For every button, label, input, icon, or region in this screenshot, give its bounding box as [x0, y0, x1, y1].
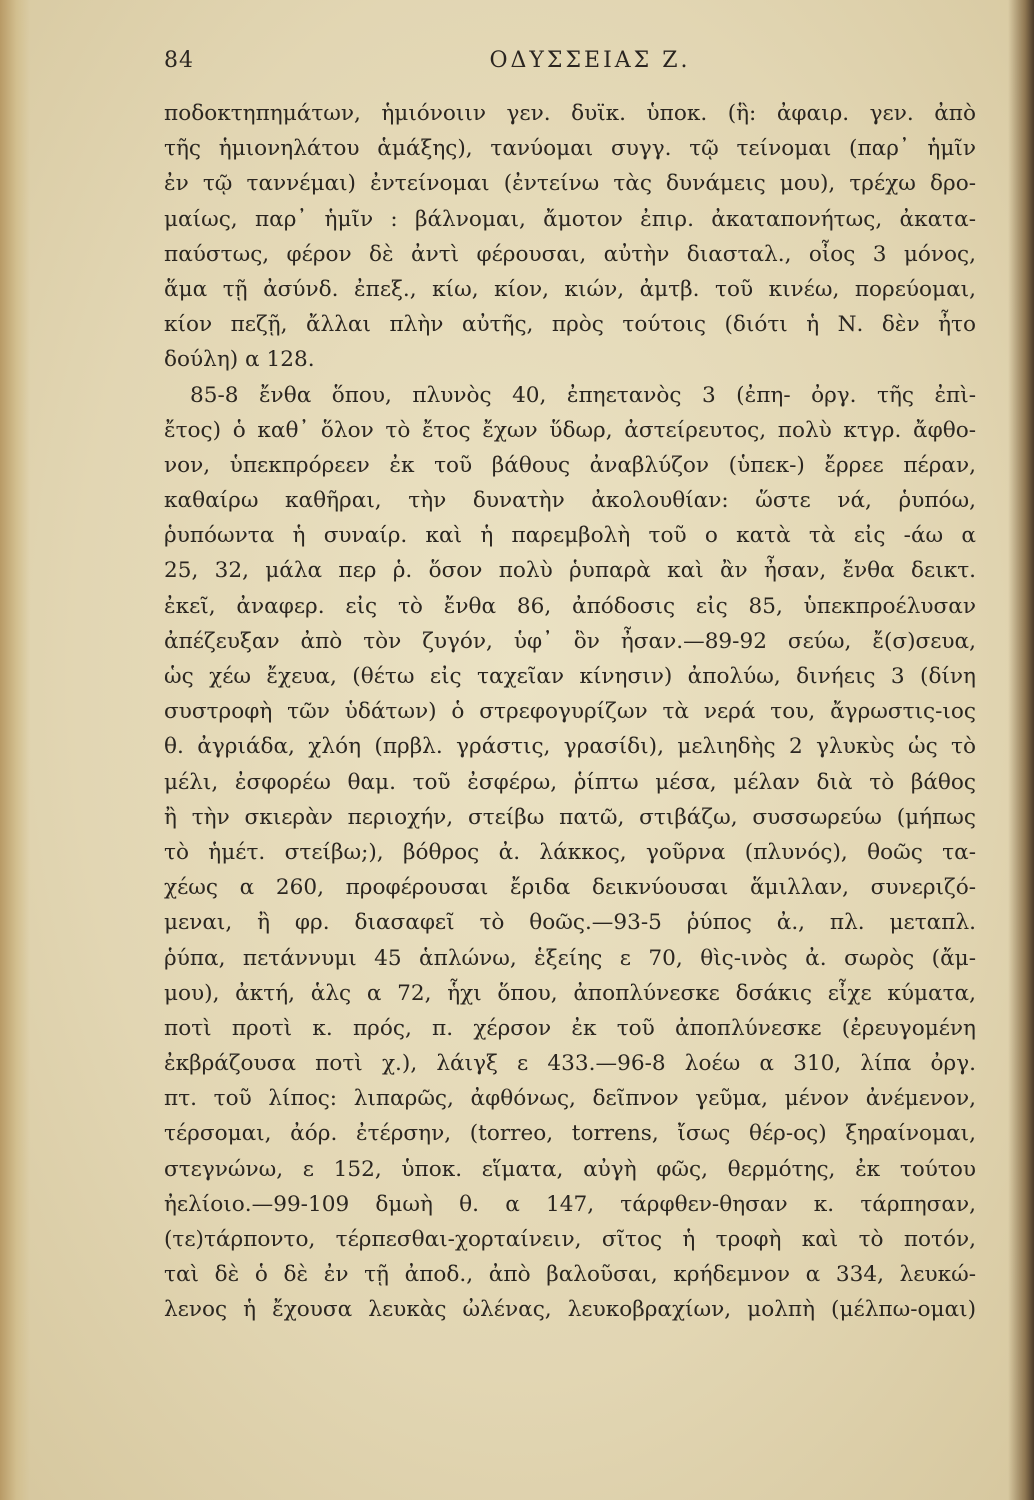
page-number: 84 [164, 48, 194, 73]
text-line: ἐκεῖ, ἀναφερ. εἰς τὸ ἔνθα 86, ἀπόδοσις εἰς 85, ὑπεκπροέλυσαν [164, 593, 976, 619]
page-edge-shadow [1008, 0, 1034, 1500]
text-line: 25, 32, μάλα περ ῥ. ὅσον πολὺ ῥυπαρὰ καὶ ἂν ἦσαν, ἔνθα δεικτ. [164, 558, 976, 584]
text-line: χέως α 260, προφέρουσαι ἔριδα δεικνύουσαι ἅμιλλαν, συνεριζό- [164, 875, 976, 901]
text-line: 85-8 ἔνθα ὅπου, πλυνὸς 40, ἐπηετανὸς 3 (ἐπη- ὀργ. τῆς ἐπὶ- [190, 382, 976, 408]
text-line: στεγνώνω, ε 152, ὑποκ. εἵματα, αὐγὴ φῶς, θερμότης, ἐκ τούτου [164, 1156, 976, 1182]
text-line: ὡς χέω ἔχευα, (θέτω εἰς ταχεῖαν κίνησιν) ἀπολύω, δινήεις 3 (δίνη [164, 664, 976, 689]
text-line: ἐν τῷ ταννέμαι) ἐντείνομαι (ἐντείνω τὰς δυνάμεις μου), τρέχω δρο- [164, 171, 976, 197]
commentary-text [164, 96, 976, 1328]
text-line: τὸ ἡμέτ. στείβω;), βόθρος ἀ. λάκκος, γοῦρνα (πλυνός), θοῶς τα- [164, 839, 976, 865]
text-line: λενος ἡ ἔχουσα λευκὰς ὠλένας, λευκοβραχίων, μολπὴ (μέλπω-ομαι) [164, 1297, 976, 1323]
text-line: μου), ἀκτή, ἁλς α 72, ἧχι ὅπου, ἀποπλύνεσκε δσάκις εἶχε κύματα, [164, 980, 976, 1006]
text-line: τῆς ἡμιονηλάτου ἁμάξης), τανύομαι συγγ. τῷ τείνομαι (παρ᾽ ἡμῖν [164, 136, 976, 162]
text-line: ἠελίοιο.—99-109 δμωὴ θ. α 147, τάρφθεν-θησαν κ. τάρπησαν, [164, 1191, 976, 1217]
text-line: ἔτος) ὁ καθ᾽ ὅλον τὸ ἔτος ἔχων ὕδωρ, ἀστείρευτος, πολὺ κτγρ. ἄφθο- [164, 417, 976, 443]
text-line: συστροφὴ τῶν ὑδάτων) ὁ στρεφογυρίζων τὰ νερά του, ἄγρωστις-ιος [164, 699, 976, 725]
text-line: (τε)τάρποντο, τέρπεσθαι-χορταίνειν, σῖτος ἡ τροφὴ καὶ τὸ ποτόν, [164, 1227, 976, 1252]
text-line: ἢ τὴν σκιερὰν περιοχήν, στείβω πατῶ, στιβάζω, συσσωρεύω (μήπως [164, 804, 976, 830]
text-line: νον, ὑπεκπρόρεεν ἐκ τοῦ βάθους ἀναβλύζον (ὑπεκ-) ἔρρεε πέραν, [164, 452, 976, 478]
text-line: κίον πεζῇ, ἄλλαι πλὴν αὐτῆς, πρὸς τούτοις (διότι ἡ Ν. δὲν ἦτο [164, 312, 976, 338]
text-line: ποτὶ προτὶ κ. πρός, π. χέρσον ἐκ τοῦ ἀποπλύνεσκε (ἐρευγομένη [164, 1015, 976, 1041]
text-line: ῥυπόωντα ἡ συναίρ. καὶ ἡ παρεμβολὴ τοῦ ο κατὰ τὰ εἰς -άω α [164, 523, 976, 549]
text-line: τέρσομαι, ἀόρ. ἐτέρσην, (torreo, torrens, ἴσως θέρ-ος) ξηραίνομαι, [164, 1121, 976, 1147]
text-line: πτ. τοῦ λίπος: λιπαρῶς, ἀφθόνως, δεῖπνον γεῦμα, μένον ἀνέμενον, [164, 1086, 976, 1112]
text-line: ῥύπα, πετάννυμι 45 ἁπλώνω, ἑξείης ε 70, θὶς-ινὸς ἀ. σωρὸς (ἄμ- [164, 945, 976, 971]
text-line: ταὶ δὲ ὁ δὲ ἐν τῇ ἀποδ., ἀπὸ βαλοῦσαι, κρήδεμνον α 334, λευκώ- [164, 1262, 976, 1288]
text-line: ἐκβράζουσα ποτὶ χ.), λάιγξ ε 433.—96-8 λοέω α 310, λίπα ὀργ. [164, 1051, 976, 1077]
text-line: ποδοκτηπημάτων, ἡμιόνοιιν γεν. δυϊκ. ὑποκ. (ἣ: ἀφαιρ. γεν. ἀπὸ [164, 101, 976, 126]
page-header [164, 44, 976, 84]
text-line: παύστως, φέρον δὲ ἀντὶ φέρουσαι, αὐτὴν διασταλ., οἶος 3 μόνος, [164, 241, 976, 267]
text-line: δούλη) α 128. [164, 347, 315, 373]
page-gutter-shadow [0, 0, 30, 1500]
text-line: μεναι, ἢ φρ. διασαφεῖ τὸ θοῶς.—93-5 ῥύπος ἀ., πλ. μεταπλ. [164, 910, 976, 936]
text-line: μαίως, παρ᾽ ἡμῖν : βάλνομαι, ἄμοτον ἐπιρ. ἀκαταπονήτως, ἀκατα- [164, 206, 976, 232]
text-line: ἅμα τῇ ἀσύνδ. ἐπεξ., κίω, κίον, κιών, ἀμτβ. τοῦ κινέω, πορεύομαι, [164, 276, 976, 302]
text-line: μέλι, ἐσφορέω θαμ. τοῦ ἐσφέρω, ῥίπτω μέσα, μέλαν διὰ τὸ βάθος [164, 769, 976, 795]
text-line: καθαίρω καθῆραι, τὴν δυνατὴν ἀκολουθίαν: ὥστε νά, ῥυπόω, [164, 488, 976, 514]
text-line: θ. ἀγριάδα, χλόη (πρβλ. γράστις, γρασίδι), μελιηδὴς 2 γλυκὺς ὡς τὸ [164, 734, 976, 760]
text-line: ἀπέζευξαν ἀπὸ τὸν ζυγόν, ὑφ᾽ ὃν ἦσαν.—89-92 σεύω, ἔ(σ)σευα, [164, 628, 976, 654]
running-title: ΟΔΥΣΣΕΙΑΣ Ζ. [489, 48, 691, 73]
